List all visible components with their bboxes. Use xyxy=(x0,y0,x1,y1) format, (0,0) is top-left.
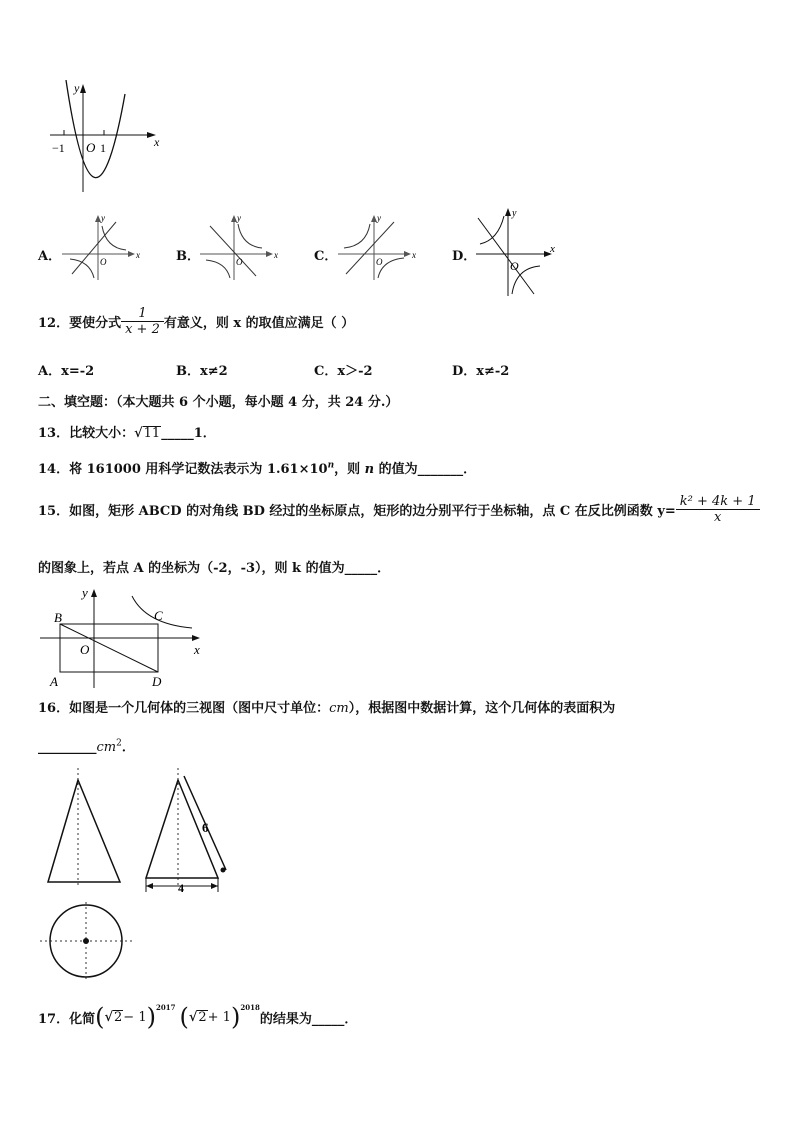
q12-frac-num: 1 xyxy=(121,306,164,322)
svg-text:y: y xyxy=(237,213,241,223)
option-b-letter: B． xyxy=(176,249,200,264)
x-axis-label: x xyxy=(154,135,160,149)
svg-text:x: x xyxy=(412,250,416,260)
question-15-line2: 的图象上，若点 A 的坐标为（-2，-3），则 k 的值为_____． xyxy=(38,561,391,576)
svg-text:y: y xyxy=(101,213,105,223)
y-axis-label: y xyxy=(74,81,80,95)
svg-text:x: x xyxy=(136,250,140,260)
label-a: A xyxy=(50,674,58,689)
q13-blank: _____ xyxy=(161,426,194,441)
label-c: C xyxy=(154,608,163,623)
option-d-graph xyxy=(474,204,558,300)
q17-exp-2: 2018 xyxy=(240,1003,260,1012)
q17-radicand-2: 2 xyxy=(198,1010,207,1025)
question-13: 13．比较大小：√11_____1． xyxy=(38,426,216,441)
option-b-graph xyxy=(198,212,282,282)
q16-blank: _________ xyxy=(38,740,97,755)
svg-text:O: O xyxy=(100,257,107,267)
tick-label-neg1: −1 xyxy=(52,141,65,155)
svg-text:O: O xyxy=(236,257,243,267)
q12-option-d: D．x≠-2 xyxy=(452,364,510,379)
q12-option-c: C．x＞-2 xyxy=(314,364,373,379)
label-y: y xyxy=(82,585,88,600)
section-heading: 二、填空题：（本大题共 6 个小题，每小题 4 分，共 24 分.） xyxy=(38,395,399,410)
question-15-line1: 15．如图，矩形 ABCD 的对角线 BD 经过的坐标原点，矩形的边分别平行于坐标轴，点 C 在反比例函数 y= $\frac{\text{k² + 4k + 1}}{x}$ xyxy=(38,494,760,525)
question-16-line2: $\_\_\_\_\_\_\_\_\_cm^2$． xyxy=(38,738,135,755)
q12-option-b: B．x≠2 xyxy=(176,364,228,379)
q12-option-a: A．x=-2 xyxy=(38,364,95,379)
dimension-base: 4 xyxy=(178,881,184,894)
option-c-letter: C． xyxy=(314,249,338,264)
svg-text:y: y xyxy=(377,213,381,223)
origin-label: O xyxy=(86,140,96,155)
svg-text:O: O xyxy=(510,259,519,273)
svg-text:x: x xyxy=(550,243,555,255)
question-17: 17．化简 ( √ 2 − 1 ) $^{2017}$ ( √ 2 + 1 ) $^{2018}$ 的结果为_____． xyxy=(38,1003,358,1031)
front-view xyxy=(40,766,130,888)
dimension-slant: 6 xyxy=(202,820,209,835)
option-d-letter: D． xyxy=(452,249,477,264)
option-c-graph xyxy=(336,212,420,282)
tick-label-1: 1 xyxy=(100,141,106,155)
q15-frac-num: k² + 4k + 1 xyxy=(676,494,760,510)
q13-radicand: 11 xyxy=(143,426,161,441)
label-b: B xyxy=(54,610,62,625)
sqrt-sign: √ xyxy=(134,426,143,441)
question-12 xyxy=(38,306,354,337)
svg-text:O: O xyxy=(376,257,383,267)
parabola-graph xyxy=(44,80,168,194)
q12-fraction xyxy=(121,306,164,337)
q14-exponent: n xyxy=(327,460,335,471)
q12-prefix: 12．要使分式 xyxy=(38,316,122,331)
svg-text:y: y xyxy=(512,208,517,219)
q12-suffix: 有意义，则 x 的取值应满足（ ） xyxy=(163,316,355,331)
rectangle-figure xyxy=(36,584,206,690)
question-16-line1: 16．如图是一个几何体的三视图（图中尺寸单位：cm），根据图中数据计算，这个几何体的表面积为 xyxy=(38,701,616,716)
q17-radicand-1: 2 xyxy=(114,1010,123,1025)
label-d: D xyxy=(152,674,162,689)
svg-text:x: x xyxy=(274,250,278,260)
label-x: x xyxy=(194,642,200,657)
option-a-letter: A． xyxy=(38,249,62,264)
q15-frac-den: x xyxy=(714,510,722,525)
question-14: 14．将 161000 用科学记数法表示为 $1.61\times 10^n$，则 n 的值为_______． xyxy=(38,460,477,477)
q12-frac-den: x + 2 xyxy=(125,322,160,337)
q16-unit: cm xyxy=(329,701,349,716)
option-a-graph xyxy=(60,212,144,282)
label-o: O xyxy=(80,642,90,657)
q17-exp-1: 2017 xyxy=(155,1003,176,1012)
q15-fraction xyxy=(676,494,760,525)
side-view xyxy=(138,766,238,894)
top-view xyxy=(40,902,136,984)
